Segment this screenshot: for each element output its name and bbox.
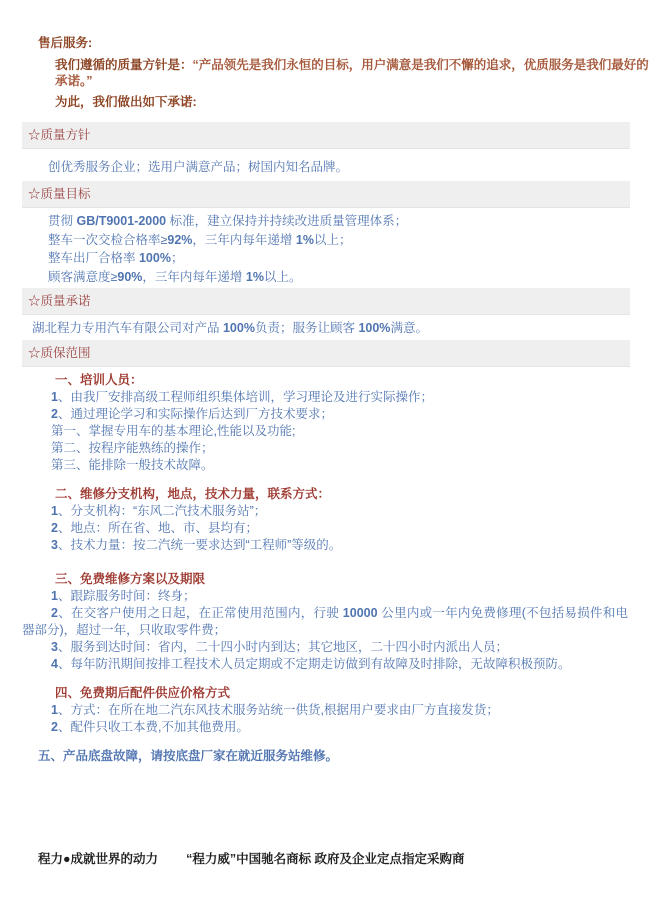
section-header-quality-target: ☆质量目标 bbox=[22, 181, 630, 208]
chassis-note: 五、产品底盘故障，请按底盘厂家在就近服务站维修。 bbox=[38, 749, 339, 763]
group-training bbox=[0, 372, 650, 474]
intro-line-2: 为此，我们做出如下承诺: bbox=[55, 95, 197, 109]
quality-target-line: 贯彻 GB/T9001-2000 标准，建立保持并持续改进质量管理体系； bbox=[48, 214, 408, 228]
section-header-quality-policy: ☆质量方针 bbox=[22, 122, 630, 149]
group-parts-pricing bbox=[0, 685, 650, 736]
group-title: 一、培训人员： bbox=[55, 373, 143, 387]
group-item: 1、由我厂安排高级工程师组织集体培训，学习理论及进行实际操作； bbox=[51, 390, 433, 404]
intro-line-1 bbox=[55, 57, 650, 89]
quality-target-line: 顾客满意度≥90%，三年内每年递增 1%以上。 bbox=[48, 269, 302, 284]
section-header-warranty-scope: ☆质保范围 bbox=[22, 340, 630, 367]
footer-trademark: “程力威”中国驰名商标 政府及企业定点指定采购商 bbox=[186, 852, 465, 866]
page-title: 售后服务: bbox=[38, 36, 93, 50]
group-title: 二、维修分支机构，地点，技术力量，联系方式： bbox=[55, 487, 331, 501]
group-item: 3、服务到达时间：省内，二十四小时内到达；其它地区，二十四小时内派出人员； bbox=[51, 640, 508, 654]
quality-policy-text: 创优秀服务企业；选用户满意产品；树国内知名品牌。 bbox=[48, 160, 349, 174]
quality-target-line: 整车一次交检合格率≥92%，三年内每年递增 1%以上； bbox=[48, 232, 352, 247]
group-item: 第三、能排除一般技术故障。 bbox=[51, 458, 214, 472]
group-item: 2、地点：所在省、地、市、县均有； bbox=[51, 521, 258, 535]
group-branches bbox=[0, 486, 650, 554]
quality-target-list bbox=[0, 212, 650, 286]
group-free-repair bbox=[0, 571, 650, 673]
group-item: 1、方式：在所在地二汽东风技术服务站统一供货,根据用户要求由厂方直接发货； bbox=[51, 703, 499, 717]
footer-slogan: 程力●成就世界的动力 bbox=[38, 852, 159, 866]
page-footer bbox=[38, 849, 465, 867]
quality-target-line: 整车出厂合格率 100%； bbox=[48, 251, 184, 265]
group-item: 4、每年防汛期间按排工程技术人员定期或不定期走访做到有故障及时排除，无故障积极预防。 bbox=[51, 657, 571, 671]
group-item: 第一、掌握专用车的基本理论,性能以及功能; bbox=[51, 424, 296, 438]
intro-prefix: 我们遵循的质量方针是： bbox=[55, 58, 193, 72]
quality-commitment-text: 湖北程力专用汽车有限公司对产品 100%负责；服务让顾客 100%满意。 bbox=[32, 321, 428, 335]
group-item: 3、技术力量：按二汽统一要求达到“工程师”等级的。 bbox=[51, 538, 342, 552]
group-title: 三、免费维修方案以及期限 bbox=[55, 572, 206, 586]
group-item: 第二、按程序能熟练的操作； bbox=[51, 441, 214, 455]
group-title: 四、免费期后配件供应价格方式 bbox=[55, 686, 231, 700]
group-item: 2、在交客户使用之日起，在正常使用范围内，行驶 10000 公里内或一年内免费修理(不包括易损件和电器部分)，超过一年，只收取零件费； bbox=[22, 606, 628, 637]
group-item: 1、跟踪服务时间：终身； bbox=[51, 589, 196, 603]
group-item: 1、分支机构：“东风二汽技术服务站”； bbox=[51, 504, 267, 518]
intro-quote: “产品领先是我们永恒的目标，用户满意是我们不懈的追求，优质服务是我们最好的承诺。” bbox=[55, 58, 649, 88]
warranty-groups bbox=[0, 372, 650, 736]
group-item: 2、配件只收工本费,不加其他费用。 bbox=[51, 720, 249, 734]
section-header-quality-commitment: ☆质量承诺 bbox=[22, 288, 630, 315]
group-item: 2、通过理论学习和实际操作后达到厂方技术要求； bbox=[51, 407, 333, 421]
